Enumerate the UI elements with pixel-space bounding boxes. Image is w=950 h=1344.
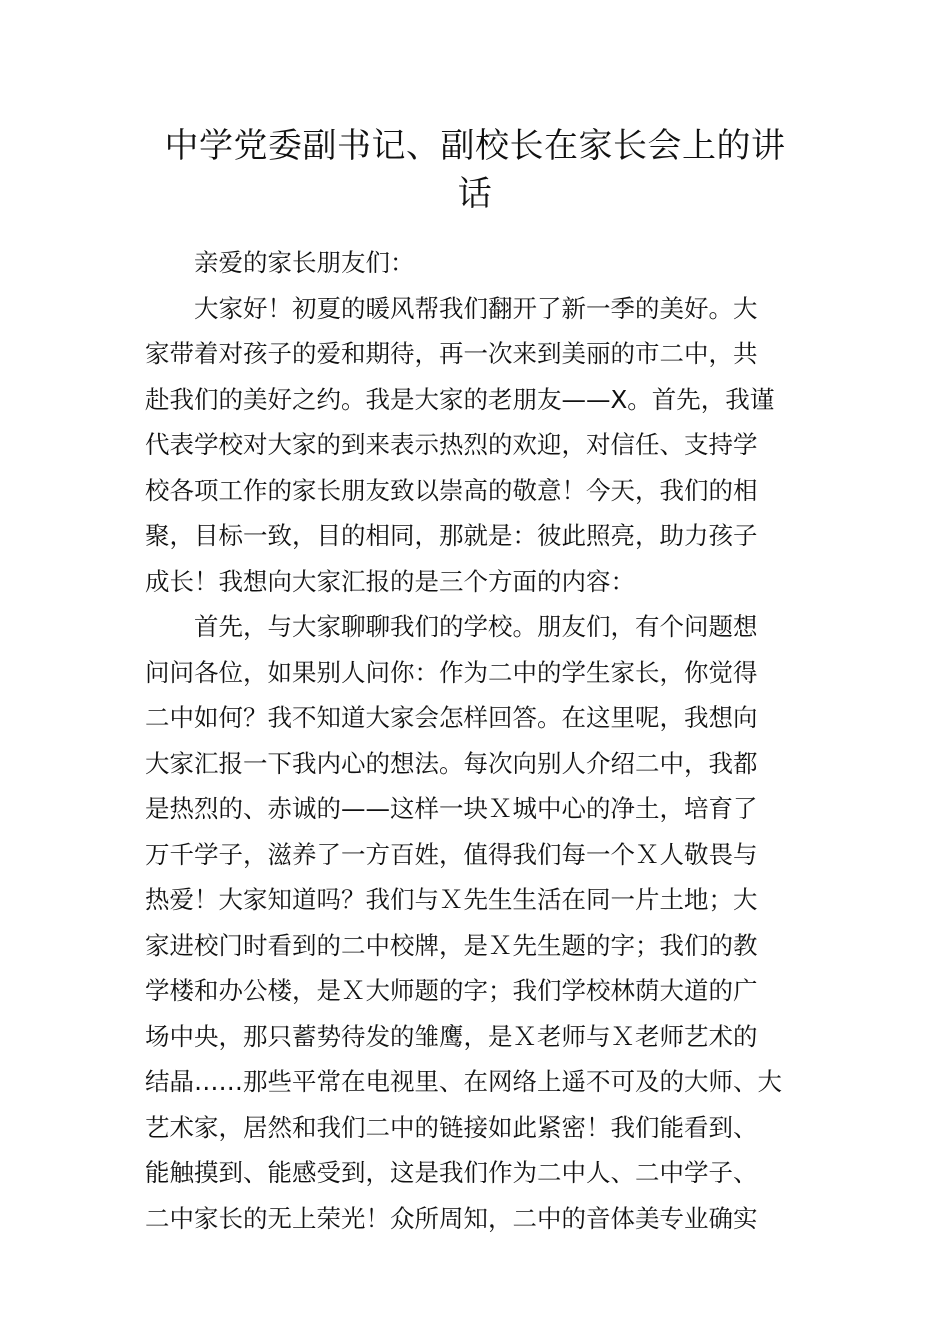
body-line: 二中家长的无上荣光！众所周知，二中的音体美专业确实 [145, 1203, 758, 1233]
title-line-1: 中学党委副书记、副校长在家长会上的讲 [164, 126, 786, 166]
body-line: 是热烈的、赤诚的——这样一块Ｘ城中心的净土，培育了 [145, 794, 758, 823]
body-line: 二中如何？我不知道大家会怎样回答。在这里呢，我想向 [145, 703, 758, 732]
body-line: 成长！我想向大家汇报的是三个方面的内容： [145, 566, 635, 596]
body-line: 万千学子，滋养了一方百姓，值得我们每一个Ｘ人敬畏与 [145, 839, 758, 869]
body-line: 首先，与大家聊聊我们的学校。朋友们，有个问题想 [194, 612, 758, 641]
body-line: 聚，目标一致，目的相同，那就是：彼此照亮，助力孩子 [145, 521, 758, 550]
document-title [140, 122, 810, 218]
title-line-2: 话 [457, 174, 493, 214]
body-line: 艺术家，居然和我们二中的链接如此紧密！我们能看到、 [145, 1112, 758, 1142]
body-line: 热爱！大家知道吗？我们与Ｘ先生生活在同一片土地；大 [145, 885, 758, 914]
body-line: 家进校门时看到的二中校牌，是Ｘ先生题的字；我们的教 [145, 930, 758, 960]
salutation: 亲爱的家长朋友们： [194, 248, 415, 277]
body-line: 大家好！初夏的暖风帮我们翻开了新一季的美好。大 [194, 293, 758, 323]
document-body [145, 240, 805, 1241]
body-line: 场中央，那只蓄势待发的雏鹰，是Ｘ老师与Ｘ老师艺术的 [145, 1021, 758, 1051]
body-line: 能触摸到、能感受到，这是我们作为二中人、二中学子、 [145, 1158, 758, 1187]
body-line: 代表学校对大家的到来表示热烈的欢迎，对信任、支持学 [145, 430, 758, 459]
body-line: 校各项工作的家长朋友致以崇高的敬意！今天，我们的相 [145, 475, 758, 505]
body-line: 赴我们的美好之约。我是大家的老朋友——X。首先，我谨 [145, 384, 775, 414]
body-line: 结晶……那些平常在电视里、在网络上遥不可及的大师、大 [145, 1067, 782, 1096]
body-line: 大家汇报一下我内心的想法。每次向别人介绍二中，我都 [145, 748, 758, 778]
body-line: 问问各位，如果别人问你：作为二中的学生家长，你觉得 [145, 657, 758, 687]
body-line: 学楼和办公楼，是Ｘ大师题的字；我们学校林荫大道的广 [145, 976, 758, 1005]
body-line: 家带着对孩子的爱和期待，再一次来到美丽的市二中，共 [145, 339, 758, 368]
